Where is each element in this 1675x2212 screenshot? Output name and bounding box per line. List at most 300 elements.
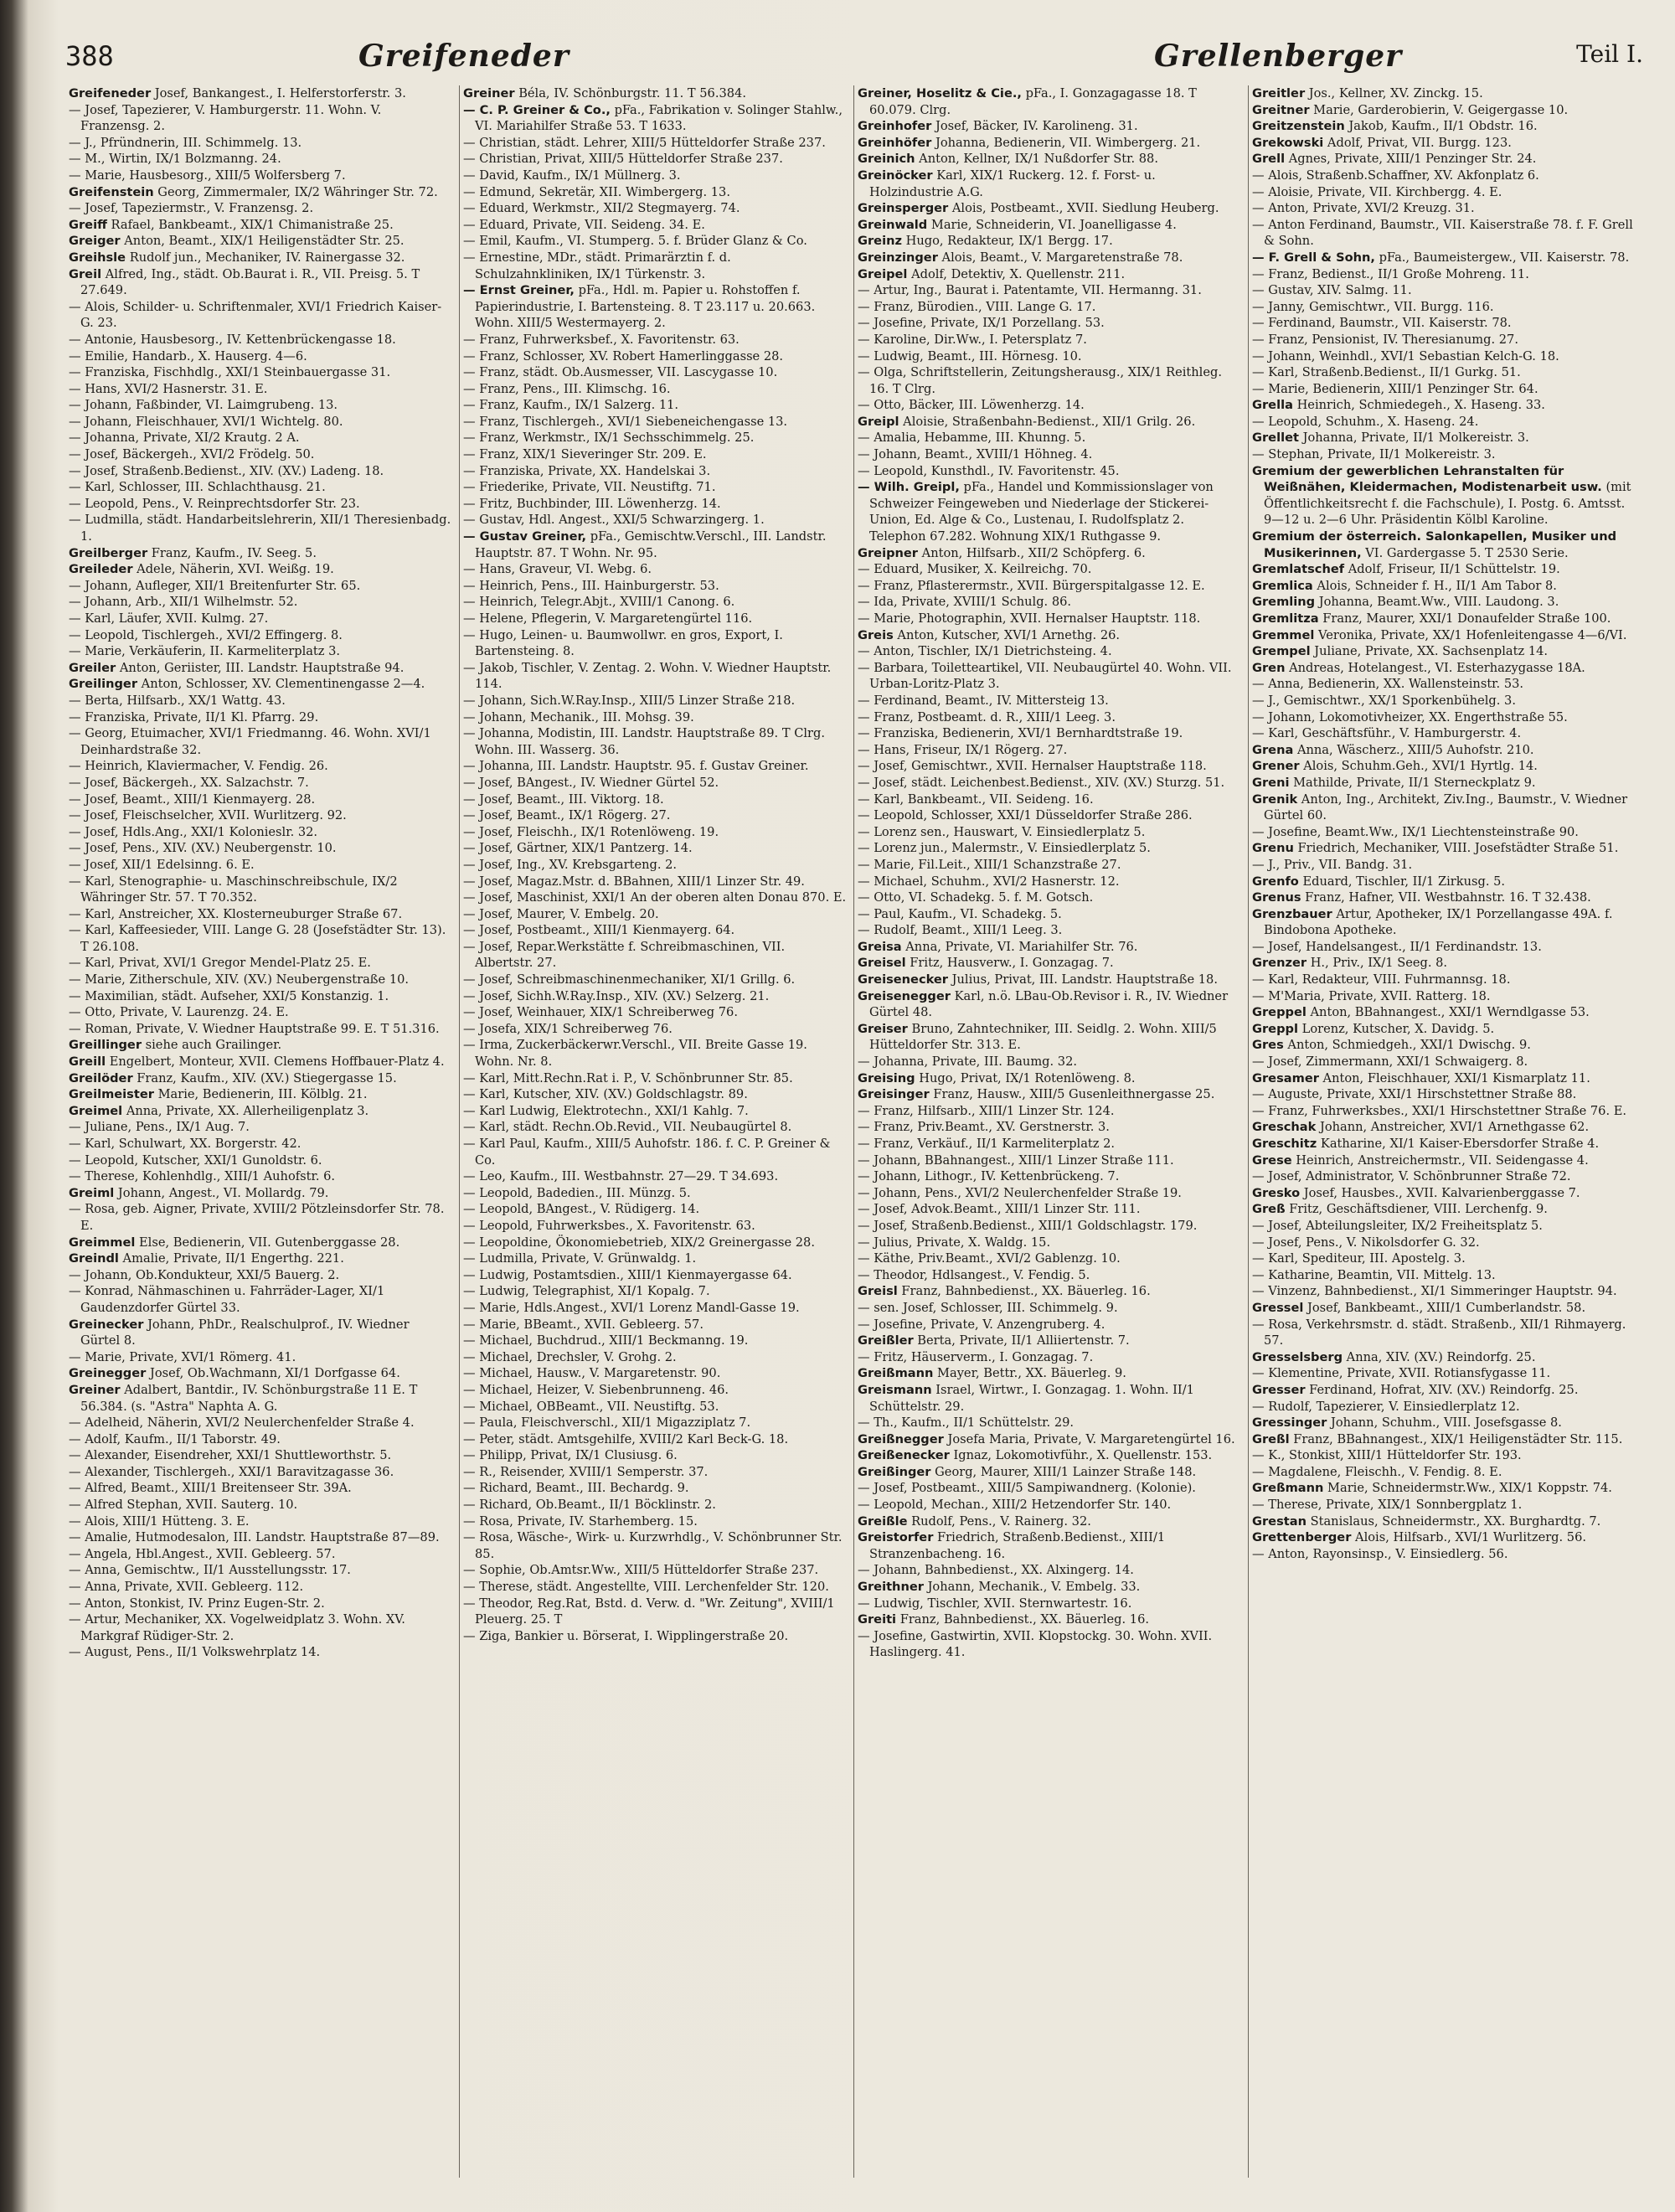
- entry-text: — Josef, Maurer, V. Embelg. 20.: [463, 906, 659, 921]
- directory-entry: [1252, 1513, 1636, 1530]
- directory-entry: [1252, 184, 1636, 201]
- entry-text: — R., Reisender, XVIII/1 Semperstr. 37.: [463, 1464, 709, 1479]
- entry-text: — Josef, Pens., V. Nikolsdorfer G. 32.: [1252, 1235, 1480, 1250]
- directory-entry: [69, 922, 452, 955]
- entry-text: — M., Wirtin, IX/1 Bolzmanng. 24.: [69, 152, 281, 167]
- directory-entry: [69, 1513, 452, 1530]
- entry-name: — C. P. Greiner & Co.,: [463, 102, 611, 117]
- directory-entry: [1252, 578, 1636, 595]
- entry-text: — Amalie, Hutmodesalon, III. Landstr. Hauptstraße 87—89.: [69, 1530, 440, 1545]
- directory-entry: [1252, 1136, 1636, 1152]
- entry-text: — Josef, Advok.Beamt., XIII/1 Linzer Str. 111.: [858, 1202, 1141, 1217]
- entry-text: — Paula, Fleischverschl., XII/1 Migazziplatz 7.: [463, 1415, 751, 1431]
- entry-text: Johann, Schuhm., VIII. Josefsgasse 8.: [1327, 1415, 1562, 1431]
- entry-text: Franz, Bahnbedienst., XX. Bäuerleg. 16.: [896, 1612, 1150, 1627]
- directory-entry: [858, 299, 1241, 316]
- entry-text: — Hugo, Leinen- u. Baumwollwr. en gros, Export, I. Bartensteing. 8.: [463, 627, 783, 659]
- directory-entry: [463, 1235, 847, 1251]
- directory-entry: [1252, 1185, 1636, 1202]
- directory-entry: [463, 1136, 847, 1168]
- entry-text: Josefa Maria, Private, V. Margaretengürtel 16.: [943, 1431, 1235, 1446]
- entry-text: — Karl, Kutscher, XIV. (XV.) Goldschlagstr. 89.: [463, 1087, 748, 1102]
- entry-text: — Ida, Private, XVIII/1 Schulg. 86.: [858, 595, 1072, 610]
- entry-text: Stanislaus, Schneidermstr., XX. Burghardtg. 7.: [1306, 1513, 1601, 1529]
- directory-entry: [858, 118, 1241, 135]
- entry-text: — Alfred Stephan, XVII. Sauterg. 10.: [69, 1498, 298, 1513]
- entry-text: — Stephan, Private, II/1 Molkereistr. 3.: [1252, 447, 1496, 462]
- directory-entry: [1252, 1317, 1636, 1349]
- entry-text: — Ludwig, Beamt., III. Hörnesg. 10.: [858, 348, 1082, 364]
- directory-entry: [1252, 414, 1636, 431]
- entry-text: — Konrad, Nähmaschinen u. Fahrräder-Lager, XI/1 Gaudenzdorfer Gürtel 33.: [69, 1284, 385, 1315]
- entry-text: — Michael, OBBeamt., VII. Neustiftg. 53.: [463, 1399, 719, 1414]
- entry-text: — Edmund, Sekretär, XII. Wimbergerg. 13.: [463, 184, 730, 199]
- entry-text: — Josef, städt. Leichenbest.Bedienst., XIV. (XV.) Sturzg. 51.: [858, 775, 1225, 790]
- entry-text: — Johann, Lithogr., IV. Kettenbrückeng. 7.: [858, 1169, 1120, 1184]
- entry-text: — Therese, Private, XIX/1 Sonnbergplatz 1.: [1252, 1498, 1523, 1513]
- directory-entry: [858, 1333, 1241, 1349]
- entry-text: — Fritz, Buchbinder, III. Löwenherzg. 14.: [463, 496, 721, 511]
- entry-text: — Alois, Schilder- u. Schriftenmaler, XVI/1 Friedrich Kaiser-G. 23.: [69, 299, 442, 331]
- directory-entry: [69, 266, 452, 299]
- entry-text: — Josef, XII/1 Edelsinng. 6. E.: [69, 857, 255, 872]
- entry-text: — Karl, Spediteur, III. Apostelg. 3.: [1252, 1251, 1466, 1266]
- directory-entry: [69, 1136, 452, 1152]
- directory-entry: [69, 135, 452, 152]
- entry-text: — Ludmilla, städt. Handarbeitslehrerin, XII/1 Theresienbadg. 1.: [69, 513, 451, 544]
- directory-entry: [69, 545, 452, 562]
- directory-entry: [858, 282, 1241, 299]
- directory-entry: [463, 1513, 847, 1530]
- directory-entry: [1252, 1283, 1636, 1300]
- directory-entry: [1252, 1004, 1636, 1021]
- entry-text: Andreas, Hotelangest., VI. Esterhazygasse 18A.: [1285, 660, 1585, 675]
- directory-entry: [1252, 1480, 1636, 1497]
- entry-text: — Artur, Ing., Baurat i. Patentamte, VII. Hermanng. 31.: [858, 283, 1202, 298]
- entry-text: — Adolf, Kaufm., II/1 Taborstr. 49.: [69, 1431, 281, 1446]
- entry-text: Anton, BBahnangest., XXI/1 Werndlgasse 53.: [1306, 1005, 1590, 1020]
- entry-text: — Therese, städt. Angestellte, VIII. Lerchenfelder Str. 120.: [463, 1580, 829, 1595]
- directory-entry: [858, 643, 1241, 660]
- entry-text: — Karl, Anstreicher, XX. Klosterneuburger Straße 67.: [69, 906, 403, 921]
- directory-entry: [463, 1464, 847, 1481]
- entry-text: Amalie, Private, II/1 Engerthg. 221.: [118, 1251, 344, 1266]
- entry-text: — Franz, Tischlergeh., XVI/1 Siebeneichengasse 13.: [463, 414, 788, 429]
- directory-entry: [69, 364, 452, 381]
- entry-text: — Franz, Pensionist, IV. Theresianumg. 27.: [1252, 332, 1518, 347]
- directory-entry: [69, 1168, 452, 1185]
- entry-text: VI. Gardergasse 5. T 2530 Serie.: [1361, 545, 1569, 560]
- directory-entry: [69, 1185, 452, 1202]
- directory-column-2: [460, 85, 854, 2178]
- entry-name: Greinzinger: [858, 250, 938, 265]
- entry-text: — Alfred, Beamt., XIII/1 Breitenseer Str. 39A.: [69, 1481, 352, 1496]
- entry-text: Marie, Garderobierin, V. Geigergasse 10.: [1309, 102, 1569, 117]
- directory-entry: [463, 430, 847, 446]
- entry-name: Gremium der österreich. Salonkapellen, Musiker und Musikerinnen,: [1252, 529, 1617, 560]
- entry-text: — Theodor, Hdlsangest., V. Fendig. 5.: [858, 1267, 1090, 1282]
- entry-text: — Johann, BBahnangest., XIII/1 Linzer Straße 111.: [858, 1152, 1174, 1168]
- entry-text: Ignaz, Lokomotivführ., X. Quellenstr. 153.: [949, 1448, 1213, 1463]
- directory-entry: [463, 233, 847, 250]
- directory-entry: [858, 1365, 1241, 1382]
- entry-name: Gremlatschef: [1252, 562, 1345, 577]
- entry-text: Juliane, Private, XX. Sachsenplatz 14.: [1310, 644, 1549, 659]
- entry-text: — Ludwig, Tischler, XVII. Sternwartestr. 16.: [858, 1596, 1132, 1611]
- entry-text: Alois, Schneider f. H., II/1 Am Tabor 8.: [1312, 578, 1557, 593]
- directory-entry: [1252, 1431, 1636, 1448]
- directory-entry: [1252, 775, 1636, 791]
- entry-text: Israel, Wirtwr., I. Gonzagag. 1. Wohn. II/1 Schüttelstr. 29.: [869, 1382, 1194, 1414]
- directory-entry: [858, 578, 1241, 595]
- directory-entry: [69, 955, 452, 972]
- entry-text: — Johann, Arb., XII/1 Wilhelmstr. 52.: [69, 595, 298, 610]
- entry-text: — Josef, Fleischselcher, XVII. Wurlitzerg. 92.: [69, 808, 347, 823]
- directory-entry: [858, 1086, 1241, 1103]
- entry-text: — Josef, Handelsangest., II/1 Ferdinandstr. 13.: [1252, 939, 1542, 954]
- directory-entry: [463, 874, 847, 890]
- directory-entry: [463, 1382, 847, 1399]
- directory-entry: [1252, 151, 1636, 168]
- directory-entry: [69, 85, 452, 102]
- entry-name: — Gustav Greiner,: [463, 529, 587, 544]
- entry-text: — Christian, städt. Lehrer, XIII/5 Hütteldorfer Straße 237.: [463, 135, 826, 150]
- entry-text: siehe auch Grailinger.: [142, 1038, 282, 1053]
- directory-entry: [858, 1596, 1241, 1612]
- entry-text: Julius, Privat, III. Landstr. Hauptstraße 18.: [948, 972, 1218, 987]
- directory-entry: [463, 348, 847, 365]
- entry-text: Anna, XIV. (XV.) Reindorfg. 25.: [1343, 1349, 1536, 1364]
- directory-entry: [463, 85, 847, 102]
- entry-text: — Th., Kaufm., II/1 Schüttelstr. 29.: [858, 1415, 1075, 1431]
- directory-entry: [858, 611, 1241, 627]
- directory-entry: [1252, 693, 1636, 709]
- entry-name: Greppel: [1252, 1005, 1306, 1020]
- entry-text: Jakob, Kaufm., II/1 Obdstr. 16.: [1344, 119, 1538, 134]
- directory-entry: [69, 1529, 452, 1546]
- directory-entry: [69, 332, 452, 348]
- directory-entry: [1252, 1399, 1636, 1415]
- entry-name: Greißmann: [858, 1366, 934, 1381]
- directory-entry: [1252, 1546, 1636, 1563]
- entry-text: — Josef, BAngest., IV. Wiedner Gürtel 52.: [463, 775, 719, 790]
- entry-name: Greistorfer: [858, 1530, 934, 1545]
- entry-text: — Johann, Beamt., XVIII/1 Höhneg. 4.: [858, 447, 1093, 462]
- entry-text: Johann, Angest., VI. Mollardg. 79.: [114, 1185, 329, 1200]
- entry-text: — Michael, Buchdrud., XIII/1 Beckmanng. 19.: [463, 1333, 749, 1348]
- directory-entry: [1252, 1529, 1636, 1546]
- directory-entry: [69, 1317, 452, 1349]
- entry-text: — Johann, Fleischhauer, XVI/1 Wichtelg. 80.: [69, 414, 343, 429]
- entry-text: — J., Pfründnerin, III. Schimmelg. 13.: [69, 135, 302, 150]
- entry-text: — Karl Ludwig, Elektrotechn., XXI/1 Kahlg. 7.: [463, 1103, 749, 1118]
- entry-name: Greitler: [1252, 86, 1306, 101]
- directory-entry: [69, 1004, 452, 1021]
- entry-text: — Marie, Fil.Leit., XIII/1 Schanzstraße 27.: [858, 857, 1121, 872]
- directory-entry: [1252, 874, 1636, 890]
- directory-entry: [858, 922, 1241, 939]
- entry-text: Friedrich, Mechaniker, VIII. Josefstädter Straße 51.: [1293, 841, 1619, 856]
- directory-entry: [69, 561, 452, 578]
- directory-entry: [858, 824, 1241, 841]
- directory-entry: [463, 151, 847, 168]
- directory-entry: [1252, 1447, 1636, 1464]
- entry-text: — Michael, Hausw., V. Margaretenstr. 90.: [463, 1366, 721, 1381]
- directory-entry: [463, 1250, 847, 1267]
- entry-text: — Eduard, Private, VII. Seideng. 34. E.: [463, 217, 705, 232]
- directory-entry: [69, 1349, 452, 1366]
- entry-text: — Johann, Lokomotivheizer, XX. Engerthstraße 55.: [1252, 709, 1568, 724]
- entry-text: — Richard, Ob.Beamt., II/1 Böcklinstr. 2.: [463, 1498, 716, 1513]
- entry-name: Greni: [1252, 775, 1290, 790]
- entry-text: — Leo, Kaufm., III. Westbahnstr. 27—29. T 34.693.: [463, 1169, 779, 1184]
- entry-text: — Franziska, Private, II/1 Kl. Pfarrg. 29.: [69, 709, 319, 724]
- entry-text: — Lorenz jun., Malermstr., V. Einsiedlerplatz 5.: [858, 841, 1151, 856]
- entry-text: Mathilde, Private, II/1 Sterneckplatz 9.: [1289, 775, 1536, 790]
- directory-entry: [463, 1415, 847, 1431]
- directory-entry: [69, 1235, 452, 1251]
- directory-entry: [463, 1628, 847, 1645]
- directory-entry: [858, 1119, 1241, 1136]
- entry-text: — Heinrich, Klaviermacher, V. Fendig. 26.: [69, 759, 328, 774]
- entry-text: Rafael, Bankbeamt., XIX/1 Chimanistraße 25.: [106, 217, 394, 232]
- entry-text: — Anton, Tischler, IX/1 Dietrichsteing. 4.: [858, 644, 1112, 659]
- directory-entry: [463, 1562, 847, 1579]
- directory-entry: [69, 102, 452, 135]
- entry-name: Greisenegger: [858, 988, 951, 1003]
- directory-entry: [1252, 332, 1636, 348]
- entry-text: — Karl, Geschäftsführ., V. Hamburgerstr. 4.: [1252, 726, 1522, 741]
- entry-text: — Franz, Postbeamt. d. R., XIII/1 Leeg. 3.: [858, 709, 1116, 724]
- directory-entry: [463, 1317, 847, 1333]
- directory-entry: [858, 85, 1241, 118]
- entry-text: — Marie, Hausbesorg., XIII/5 Wolfersberg 7.: [69, 168, 346, 183]
- directory-entry: [69, 1086, 452, 1103]
- directory-entry: [463, 1037, 847, 1070]
- entry-text: — Josefa, XIX/1 Schreiberweg 76.: [463, 1021, 673, 1036]
- left-running-head: Greifeneder: [358, 39, 570, 74]
- entry-name: Greschitz: [1252, 1137, 1317, 1151]
- directory-entry: [1252, 282, 1636, 299]
- entry-text: — Barbara, Toiletteartikel, VII. Neubaugürtel 40. Wohn. VII. Urban-Loritz-Platz 3.: [858, 660, 1232, 692]
- directory-entry: [1252, 988, 1636, 1005]
- directory-entry: [858, 627, 1241, 644]
- entry-name: Gressel: [1252, 1300, 1304, 1315]
- directory-entry: [463, 1201, 847, 1218]
- directory-entry: [69, 1250, 452, 1267]
- directory-entry: [463, 594, 847, 611]
- entry-text: — Michael, Drechsler, V. Grohg. 2.: [463, 1349, 677, 1364]
- entry-text: — Gustav, Hdl. Angest., XXI/5 Schwarzingerg. 1.: [463, 513, 765, 528]
- entry-name: Greitzenstein: [1252, 119, 1345, 134]
- entry-text: Agnes, Private, XIII/1 Penzinger Str. 24.: [1285, 152, 1537, 167]
- entry-text: — Therese, Kohlenhdlg., XIII/1 Auhofstr. 6.: [69, 1169, 336, 1184]
- entry-text: Georg, Maurer, XIII/1 Lainzer Straße 148.: [930, 1464, 1197, 1479]
- directory-entry: [1252, 364, 1636, 381]
- entry-text: Adele, Näherin, XVI. Weißg. 19.: [132, 562, 334, 577]
- entry-text: — sen. Josef, Schlosser, III. Schimmelg. 9.: [858, 1300, 1118, 1315]
- directory-entry: [858, 791, 1241, 808]
- entry-name: Greinhofer: [858, 119, 932, 134]
- directory-entry: [858, 1513, 1241, 1530]
- directory-entry: [858, 1168, 1241, 1185]
- directory-entry: [858, 939, 1241, 956]
- entry-name: Greinich: [858, 152, 915, 167]
- directory-entry: [858, 151, 1241, 168]
- directory-entry: [1252, 906, 1636, 939]
- directory-entry: [69, 627, 452, 644]
- entry-text: — Auguste, Private, XXI/1 Hirschstettner Straße 88.: [1252, 1087, 1577, 1102]
- entry-text: — Franz, Verkäuf., II/1 Karmeliterplatz 2.: [858, 1137, 1116, 1151]
- directory-entry: [69, 1497, 452, 1513]
- entry-name: Greising: [858, 1070, 915, 1085]
- entry-text: — Karl, Bankbeamt., VII. Seideng. 16.: [858, 791, 1094, 807]
- directory-entry: [69, 1596, 452, 1612]
- entry-text: — Karoline, Dir.Ww., I. Petersplatz 7.: [858, 332, 1087, 347]
- directory-entry: [858, 972, 1241, 988]
- directory-entry: [69, 840, 452, 857]
- directory-entry: [1252, 709, 1636, 726]
- entry-text: — Alexander, Tischlergeh., XXI/1 Baravitzagasse 36.: [69, 1464, 394, 1479]
- entry-name: Greißnegger: [858, 1431, 944, 1446]
- entry-text: — Amalia, Hebamme, III. Khunng. 5.: [858, 431, 1086, 446]
- entry-text: — Anna, Private, XVII. Gebleerg. 112.: [69, 1580, 304, 1595]
- entry-text: Georg, Zimmermaler, IX/2 Währinger Str. 72.: [153, 184, 438, 199]
- directory-entry: [858, 1283, 1241, 1300]
- entry-text: Josef, Hausbes., XVII. Kalvarienberggasse 7.: [1300, 1185, 1580, 1200]
- directory-entry: [463, 1004, 847, 1021]
- directory-entry: [858, 332, 1241, 348]
- directory-entry: [1252, 102, 1636, 119]
- entry-name: — F. Grell & Sohn,: [1252, 250, 1375, 265]
- entry-text: Alois, Hilfsarb., XVI/1 Wurlitzerg. 56.: [1351, 1530, 1587, 1545]
- entry-text: — Marie, Photographin, XVII. Hernalser Hauptstr. 118.: [858, 611, 1201, 626]
- entry-text: — Josefine, Beamt.Ww., IX/1 Liechtensteinstraße 90.: [1252, 824, 1579, 839]
- entry-text: — Marie, Verkäuferin, II. Karmeliterplatz 3.: [69, 644, 341, 659]
- entry-text: Aloisie, Straßenbahn-Bedienst., XII/1 Grilg. 26.: [899, 414, 1196, 429]
- directory-entry: [69, 233, 452, 250]
- entry-text: — M'Maria, Private, XVII. Ratterg. 18.: [1252, 988, 1491, 1003]
- directory-entry: [858, 693, 1241, 709]
- directory-entry: [1252, 1415, 1636, 1431]
- entry-text: — Franz, Bürodien., VIII. Lange G. 17.: [858, 299, 1096, 314]
- entry-name: Greinwald: [858, 217, 928, 232]
- entry-text: — Johann, Pens., XVI/2 Neulerchenfelder Straße 19.: [858, 1185, 1182, 1200]
- entry-text: pFa., Handel und Kommissionslager von Schweizer Feingeweben und Niederlage der Stickerei-Union, Ed. Alge & Co., Lustenau, I. Rudolfsplatz 2. Telephon 67.282. Wohnung XIX/1 Ruthgasse 9.: [869, 480, 1214, 544]
- entry-text: — Helene, Pflegerin, V. Margaretengürtel 116.: [463, 611, 753, 626]
- entry-text: — Leopold, Pens., V. Reinprechtsdorfer Str. 23.: [69, 496, 360, 511]
- directory-entry: [463, 479, 847, 496]
- entry-text: — Ludwig, Telegraphist, XI/1 Kopalg. 7.: [463, 1284, 710, 1299]
- entry-text: — Karl, Läufer, XVII. Kulmg. 27.: [69, 611, 269, 626]
- entry-text: — Theodor, Reg.Rat, Bstd. d. Verw. d. "Wr. Zeitung", XVIII/1 Pleuerg. 25. T: [463, 1596, 835, 1627]
- entry-name: Greipel: [858, 266, 908, 281]
- entry-name: Grempel: [1252, 644, 1311, 659]
- directory-entry: [463, 972, 847, 988]
- entry-text: — Johann, Weinhdl., XVI/1 Sebastian Kelch-G. 18.: [1252, 348, 1559, 364]
- entry-name: Greismann: [858, 1382, 932, 1397]
- entry-text: — Adelheid, Näherin, XVI/2 Neulerchenfelder Straße 4.: [69, 1415, 415, 1431]
- directory-entry: [463, 988, 847, 1005]
- entry-text: — Berta, Hilfsarb., XX/1 Wattg. 43.: [69, 693, 286, 708]
- entry-name: Gressinger: [1252, 1415, 1327, 1431]
- directory-entry: [858, 660, 1241, 693]
- entry-text: — J., Gemischtwr., XX/1 Sporkenbühelg. 3.: [1252, 693, 1516, 708]
- entry-name: Greßl: [1252, 1431, 1290, 1446]
- directory-entry: [858, 1497, 1241, 1513]
- directory-entry: [858, 1562, 1241, 1579]
- directory-entry: [69, 299, 452, 332]
- entry-text: — Franz, Kaufm., IX/1 Salzerg. 11.: [463, 398, 679, 413]
- entry-text: — Friederike, Private, VII. Neustiftg. 71.: [463, 480, 716, 495]
- entry-text: — Roman, Private, V. Wiedner Hauptstraße 99. E. T 51.316.: [69, 1021, 440, 1036]
- directory-entry: [69, 693, 452, 709]
- directory-entry: [69, 988, 452, 1005]
- entry-name: Grenzer: [1252, 956, 1307, 971]
- entry-text: — Karl, Schulwart, XX. Borgerstr. 42.: [69, 1137, 302, 1151]
- entry-name: Grese: [1252, 1152, 1292, 1168]
- entry-text: — K., Stonkist, XIII/1 Hütteldorfer Str. 193.: [1252, 1448, 1522, 1463]
- directory-entry: [69, 512, 452, 544]
- directory-entry: [463, 693, 847, 709]
- entry-name: Greill: [69, 1054, 106, 1070]
- entry-text: — Josef, Abteilungsleiter, IX/2 Freiheitsplatz 5.: [1252, 1218, 1543, 1233]
- entry-text: Hugo, Redakteur, IX/1 Bergg. 17.: [901, 234, 1113, 249]
- directory-entry: [858, 1070, 1241, 1087]
- entry-text: Marie, Schneidermstr.Ww., XIX/1 Koppstr. 74.: [1323, 1481, 1612, 1496]
- entry-text: Adolf, Detektiv, X. Quellenstr. 211.: [907, 266, 1126, 281]
- entry-text: — Franz, städt. Ob.Ausmesser, VII. Lascygasse 10.: [463, 365, 778, 380]
- entry-text: — Gustav, XIV. Salmg. 11.: [1252, 283, 1412, 298]
- directory-entry: [463, 512, 847, 529]
- directory-entry: [463, 529, 847, 561]
- entry-text: — Jakob, Tischler, V. Zentag. 2. Wohn. V. Wiedner Hauptstr. 114.: [463, 660, 832, 692]
- directory-entry: [69, 1152, 452, 1169]
- entry-text: Veronika, Private, XX/1 Hofenleitengasse 4—6/VI.: [1314, 627, 1627, 642]
- directory-entry: [858, 430, 1241, 446]
- entry-text: Anton, Geriister, III. Landstr. Hauptstraße 94.: [116, 660, 405, 675]
- directory-entry: [858, 1054, 1241, 1070]
- directory-entry: [858, 709, 1241, 726]
- entry-text: Artur, Apotheker, IX/1 Porzellangasse 49A. f. Bindobona Apotheke.: [1264, 906, 1613, 938]
- entry-text: Franz, BBahnangest., XIX/1 Heiligenstädter Str. 115.: [1289, 1431, 1623, 1446]
- entry-text: — Josef, Maschinist, XXI/1 An der oberen alten Donau 870. E.: [463, 890, 847, 905]
- entry-text: — Josef, Pens., XIV. (XV.) Neubergenstr. 10.: [69, 841, 337, 856]
- directory-entry: [69, 1201, 452, 1234]
- entry-name: Greß: [1252, 1202, 1286, 1217]
- directory-entry: [858, 807, 1241, 824]
- entry-text: — Josef, Beamt., IX/1 Rögerg. 27.: [463, 808, 671, 823]
- directory-entry: [463, 1529, 847, 1562]
- directory-entry: [463, 200, 847, 217]
- entry-text: — Rudolf, Tapezierer, V. Einsiedlerplatz 12.: [1252, 1399, 1520, 1414]
- entry-text: — Anton Ferdinand, Baumstr., VII. Kaiserstraße 78. f. F. Grell & Sohn.: [1252, 217, 1633, 249]
- directory-entry: [463, 1596, 847, 1628]
- entry-text: — Alois, XIII/1 Hütteng. 3. E.: [69, 1513, 250, 1529]
- directory-entry: [463, 709, 847, 726]
- directory-entry: [463, 168, 847, 184]
- entry-text: Anton, Schlosser, XV. Clementinengasse 2—4.: [137, 677, 425, 692]
- entry-name: Gresser: [1252, 1382, 1306, 1397]
- directory-entry: [1252, 889, 1636, 906]
- entry-text: — David, Kaufm., IX/1 Müllnerg. 3.: [463, 168, 681, 183]
- directory-entry: [463, 1365, 847, 1382]
- entry-text: — Johann, Bahnbedienst., XX. Alxingerg. 14.: [858, 1563, 1134, 1578]
- directory-entry: [858, 1480, 1241, 1497]
- entry-text: — Rosa, Verkehrsmstr. d. städt. Straßenb., XII/1 Rihmayerg. 57.: [1252, 1317, 1626, 1348]
- entry-name: Greinecker: [69, 1317, 144, 1332]
- directory-entry: [1252, 1054, 1636, 1070]
